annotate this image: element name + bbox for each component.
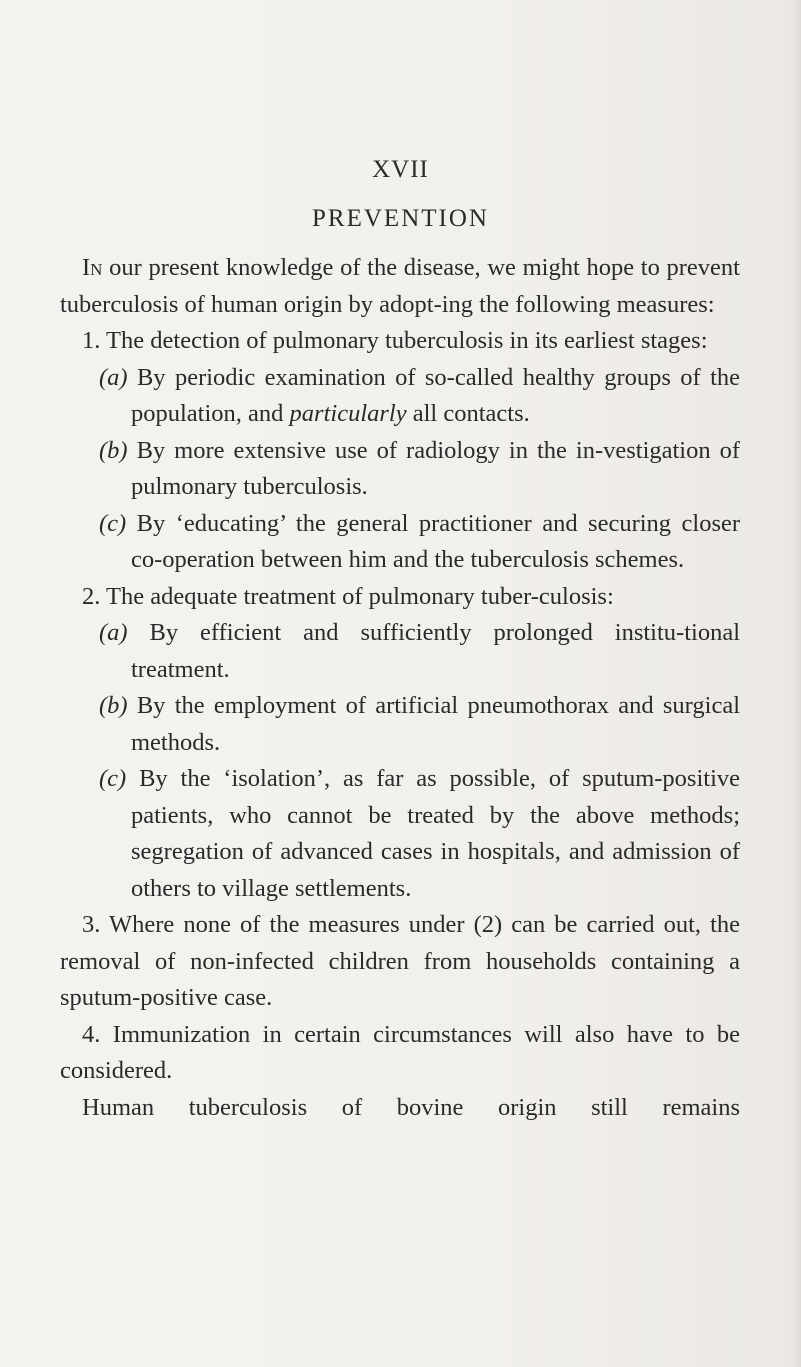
chapter-number: XVII <box>372 156 429 183</box>
item-text: By ‘educating’ the general practitioner and securing closer co-operation between him and the tuberculosis schemes. <box>131 509 741 573</box>
item-emphasis: particularly <box>289 400 407 427</box>
item-text: By periodic examination of so-called healthy groups of the population, and <box>131 363 740 427</box>
item-text: By the ‘isolation’, as far as possible, of sputum-positive patients, who cannot be treated by the above methods; segregation of advanced cases in hospitals, and admission of others to village settlements. <box>131 765 740 902</box>
measure-1-item-a <box>99 360 740 433</box>
item-label: (c) <box>99 765 127 792</box>
measure-1-item-b <box>99 433 741 506</box>
measure-1-item-c <box>99 506 741 579</box>
measure-2-item-b <box>99 688 741 761</box>
body-text <box>60 250 740 1126</box>
measure-2-item-c <box>99 761 740 907</box>
item-label: (a) <box>99 619 128 646</box>
measure-4: 4. Immunization in certain circumstances will also have to be considered. <box>60 1020 740 1084</box>
intro-text: our present knowledge of the disease, we might hope to prevent tuberculosis of human origin by adopt-ing the following measures: <box>60 254 740 318</box>
item-label: (c) <box>99 509 127 537</box>
intro-paragraph <box>60 250 740 323</box>
measure-1: 1. The detection of pulmonary tuberculosis in its earliest stages: <box>82 327 708 354</box>
item-label: (b) <box>99 692 128 719</box>
measure-2-item-a <box>99 615 741 688</box>
item-label: (a) <box>99 363 128 391</box>
item-text: By more extensive use of radiology in the in-vestigation of pulmonary tuberculosis. <box>131 436 741 500</box>
chapter-title: PREVENTION <box>312 205 489 232</box>
measure-3: 3. Where none of the measures under (2) can be carried out, the removal of non-infected children from households containing a sputum-positive case. <box>60 911 740 1011</box>
item-text: By the employment of artificial pneumothorax and surgical methods. <box>131 692 741 756</box>
intro-lead-word: In <box>82 254 103 281</box>
item-text-end: all contacts. <box>406 400 530 427</box>
closing-line: Human tuberculosis of bovine origin still remains <box>82 1093 740 1121</box>
measure-2: 2. The adequate treatment of pulmonary tuber-culosis: <box>82 582 614 610</box>
item-text: By efficient and sufficiently prolonged institu-tional treatment. <box>131 619 741 683</box>
item-label: (b) <box>99 436 128 464</box>
